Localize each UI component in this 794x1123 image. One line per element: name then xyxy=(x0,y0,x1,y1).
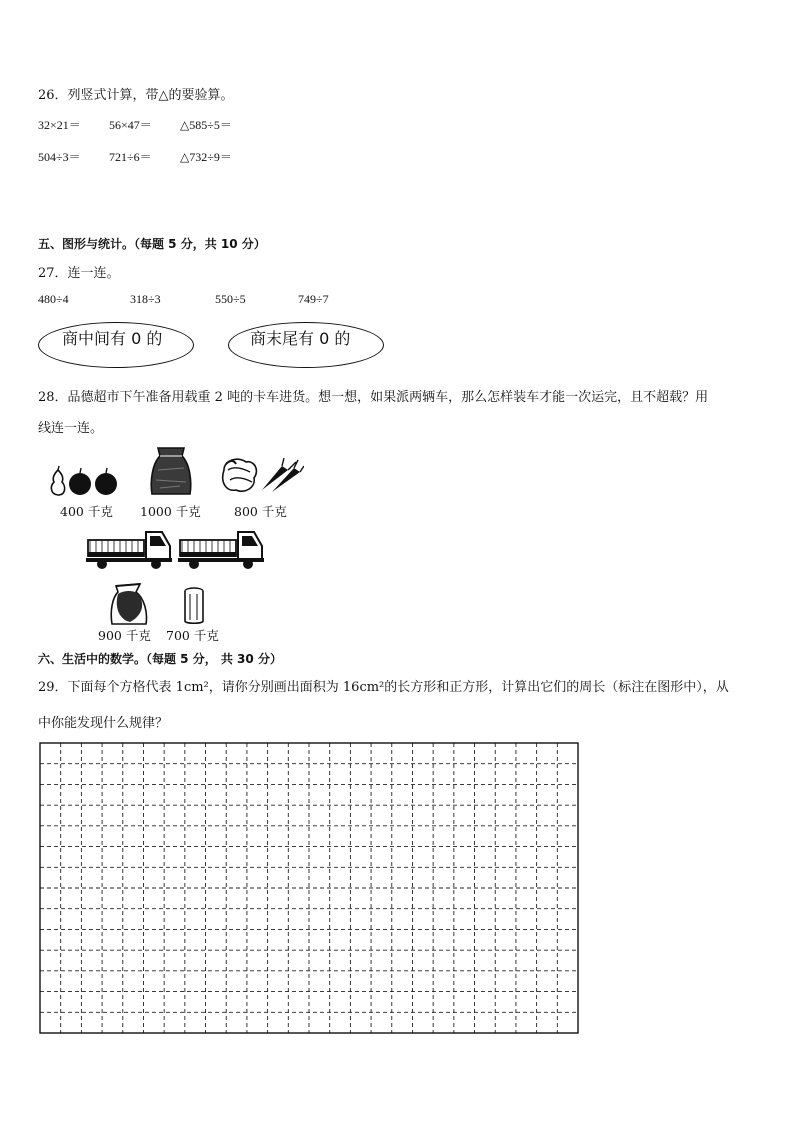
goods-label-800: 800 千克 xyxy=(234,504,287,519)
can-icon[interactable] xyxy=(182,586,206,626)
q27-expr-4[interactable]: 749÷7 xyxy=(298,292,329,306)
q27-title: 27．连一连。 xyxy=(38,266,120,281)
q29-text-line2: 中你能发现什么规律？ xyxy=(38,716,169,731)
oval-middle-zero-label: 商中间有 0 的 xyxy=(62,329,163,348)
bag-icon[interactable] xyxy=(106,582,152,626)
vegetables-icon[interactable] xyxy=(220,456,304,496)
goods-label-1000: 1000 千克 xyxy=(140,504,201,519)
q26-title: 26．列竖式计算，带△的要验算。 xyxy=(38,88,234,103)
section-6-heading: 六、生活中的数学。（每题 5 分， 共 30 分） xyxy=(38,652,282,666)
q27-expr-1[interactable]: 480÷4 xyxy=(38,292,69,306)
fruit-icon[interactable] xyxy=(44,464,124,498)
q26-expr-1: 32×21＝ xyxy=(38,118,81,132)
q27-expr-2[interactable]: 318÷3 xyxy=(130,292,161,306)
q26-expr-3: △585÷5＝ xyxy=(180,118,232,132)
truck-icon[interactable] xyxy=(178,528,266,570)
oval-end-zero-label: 商末尾有 0 的 xyxy=(250,329,351,348)
drawing-grid[interactable] xyxy=(39,742,579,1034)
truck-icon[interactable] xyxy=(86,528,174,570)
q28-text-line2: 线连一连。 xyxy=(38,421,104,436)
goods-label-400: 400 千克 xyxy=(60,504,113,519)
goods-label-900: 900 千克 xyxy=(98,628,151,643)
q26-expr-5: 721÷6＝ xyxy=(109,150,152,164)
q27-expr-3[interactable]: 550÷5 xyxy=(215,292,246,306)
q28-text-line1: 28．品德超市下午准备用载重 2 吨的卡车进货。想一想，如果派两辆车，那么怎样装车才能一次运完，且不超载？用 xyxy=(38,390,709,405)
sack-icon[interactable] xyxy=(148,446,194,496)
goods-label-700: 700 千克 xyxy=(166,628,219,643)
q29-text-line1: 29．下面每个方格代表 1cm²，请你分别画出面积为 16cm²的长方形和正方形，计算出它们的周长（标注在图形中），从 xyxy=(38,680,729,695)
section-5-heading: 五、图形与统计。（每题 5 分，共 10 分） xyxy=(38,237,266,251)
q26-expr-4: 504÷3＝ xyxy=(38,150,81,164)
q26-expr-6: △732÷9＝ xyxy=(180,150,232,164)
q26-expr-2: 56×47＝ xyxy=(109,118,152,132)
